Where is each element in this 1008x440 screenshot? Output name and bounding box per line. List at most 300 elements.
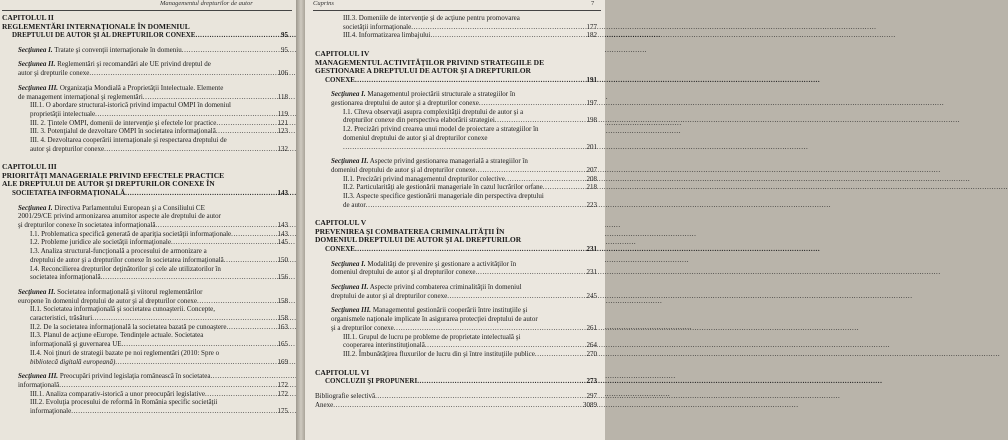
page-ref: 175 — [277, 407, 288, 416]
section-label: Secţiunea III. — [18, 83, 59, 92]
entry-text: I.2. Precizări privind crearea unui model de proiectare a strategiilor în — [343, 125, 539, 134]
toc-entry — [30, 323, 288, 332]
dot-leader — [224, 256, 277, 265]
toc-entry — [343, 31, 597, 40]
section-label: Secţiunea I. — [331, 90, 366, 99]
entry-title — [12, 31, 195, 40]
entry-text: II.2. Particularităţi ale gestionării manageriale în cazul lucrărilor orfane — [343, 183, 543, 192]
entry-title — [343, 23, 411, 32]
toc-entry-text — [343, 134, 597, 143]
entry-text: II.3. Planul de acţiune eEurope. Tendinţele actuale. Societatea — [30, 331, 204, 340]
entry-text: II.3. Aspecte specifice gestionării manageriale din perspectiva dreptului — [343, 192, 544, 201]
entry-text: I.1. Problematica specifică generată de apariţia societăţii informaţionale — [30, 229, 232, 238]
toc-entry — [343, 350, 597, 359]
chapter-heading: MANAGEMENTUL ACTIVITĂŢILOR PRIVIND STRATEGIILE DE — [315, 57, 545, 67]
toc-entry-text — [18, 212, 288, 221]
entry-text: Tratate şi convenţii internaţionale în domeniu — [52, 45, 182, 54]
toc-entry-text — [343, 125, 597, 134]
toc-entry-text — [331, 260, 597, 269]
entry-text: I.2. Probleme juridice ale societăţii informaţionale — [30, 238, 171, 247]
toc-entry-text — [18, 84, 288, 93]
dot-leader — [479, 99, 586, 108]
entry-text: Managementul proiectării structurale a strategiilor în — [365, 90, 516, 99]
entry-title — [331, 283, 522, 291]
toc-entry-text — [30, 136, 288, 145]
page-ref: 169 — [277, 357, 288, 366]
toc-entry-text — [18, 60, 288, 69]
entry-text: III.2. Îmbunătăţirea fluxurilor de lucru din şi între instituţiile publice — [343, 349, 535, 358]
entry-title — [18, 60, 211, 68]
entry-text: domeniul dreptului de autor şi al drepturilor conexe — [331, 268, 476, 277]
header-rule — [313, 10, 601, 11]
page-ref: 119 — [277, 109, 288, 118]
entry-title — [30, 119, 216, 128]
dot-leader — [122, 340, 277, 349]
entry-title — [315, 392, 375, 401]
entry-title — [18, 372, 210, 381]
entry-title — [30, 331, 203, 339]
toc-entry — [331, 324, 597, 333]
section-label: Secţiunea II. — [331, 283, 369, 292]
dot-leader — [197, 297, 276, 306]
page-ref: 177 — [586, 22, 597, 31]
entry-text: drepturilor conexe din perspectiva elaborării strategiei — [343, 116, 495, 125]
chapter-heading: PRIORITĂŢI MANAGERIALE PRIVIND EFECTELE PRACTICE — [2, 170, 225, 180]
page-ref: 143 — [277, 221, 288, 230]
entry-title — [30, 101, 231, 109]
entry-title — [30, 110, 95, 119]
page-ref: 264 — [586, 341, 597, 350]
toc-entry — [18, 93, 288, 102]
entry-text: Anexe — [315, 400, 334, 409]
dot-leader — [394, 324, 586, 333]
entry-text: II.2. De la societatea informaţională la societatea bazată pe cunoaştere — [30, 322, 227, 331]
entry-text: organismele naţionale implicate în asigurarea protecţiei dreptului de autor — [331, 315, 538, 324]
chapter-heading: DOMENIUL DREPTULUI DE AUTOR ŞI AL DREPTURILOR — [315, 235, 522, 245]
toc-entry-text — [30, 247, 288, 256]
page-ref: 231 — [586, 244, 597, 253]
toc-entry-text — [343, 108, 597, 117]
toc-entry — [18, 372, 288, 381]
toc-entry — [343, 201, 597, 210]
dot-leader — [343, 143, 586, 152]
toc-entry — [343, 183, 597, 192]
page-ref: 172 — [277, 389, 288, 398]
page-ref: 245 — [586, 291, 597, 300]
entry-text: Preocupări privind legislaţia românească în societatea — [58, 372, 211, 381]
entry-text: europene în domeniul dreptului de autor şi al drepturilor conexe — [18, 296, 198, 305]
entry-title — [30, 247, 207, 255]
toc-entry — [315, 401, 597, 410]
dot-leader — [171, 238, 277, 247]
entry-title — [343, 14, 520, 22]
dot-leader — [475, 166, 585, 175]
entry-text: domeniul dreptului de autor şi al drepturilor conexe — [331, 165, 476, 174]
page-ref: 95 — [281, 45, 288, 54]
entry-title — [343, 116, 495, 125]
dot-leader — [475, 268, 585, 277]
toc-entry-text — [18, 204, 288, 213]
entry-title — [30, 230, 231, 239]
entry-text: I.4. Reconcilierea drepturilor deţinătorilor şi cele ale utilizatorilor în — [30, 264, 221, 273]
page-ref: 145 — [277, 238, 288, 247]
toc-entry-text — [331, 315, 597, 324]
entry-title — [30, 127, 216, 136]
toc-entry-text — [30, 101, 288, 110]
toc-entry — [30, 273, 288, 282]
entry-title — [30, 305, 215, 313]
chapter-heading-line — [325, 245, 597, 254]
entry-title — [343, 31, 430, 40]
toc-entry — [30, 358, 288, 367]
entry-title — [343, 341, 425, 350]
dot-leader — [101, 273, 277, 282]
entry-title — [18, 381, 59, 390]
entry-title — [30, 273, 101, 282]
toc-entry-text — [331, 283, 597, 292]
chapter-heading: CAPITOLUL II — [2, 13, 54, 22]
page-ref: 143 — [277, 188, 288, 197]
toc-entry — [331, 268, 597, 277]
toc-entry — [30, 256, 288, 265]
dot-leader — [505, 175, 586, 184]
page-ref: 197 — [586, 99, 597, 108]
entry-title — [331, 306, 527, 314]
entry-title — [18, 212, 221, 220]
entry-text: III.1. Grupul de lucru pe probleme de proprietate intelectuală şi — [343, 332, 521, 341]
page-ref: 158 — [277, 296, 288, 305]
entry-title — [18, 93, 143, 102]
entry-text: I.1. Cîteva observaţii asupra complexităţii dreptului de autor şi a — [343, 107, 524, 116]
entry-title — [30, 390, 205, 399]
entry-title — [30, 398, 217, 406]
chapter-heading: CAPITOLUL V — [315, 218, 367, 228]
entry-text: III.3. Domeniile de intervenţie şi de acţiune pentru promovarea — [343, 14, 520, 22]
dot-leader — [216, 127, 277, 136]
page-ref: 121 — [277, 118, 288, 127]
dot-leader — [226, 323, 276, 332]
entry-title — [18, 84, 223, 92]
page-ref: 156 — [277, 273, 288, 282]
dot-leader — [155, 221, 276, 230]
entry-title — [315, 401, 333, 410]
dot-leader — [447, 292, 585, 301]
entry-text: III.1. O abordare structural-istorică privind impactul OMPI în domeniul — [30, 101, 232, 110]
section-label: Secţiunea I. — [331, 259, 366, 268]
toc-entry — [343, 23, 597, 32]
entry-text: Modalităţi de prevenire şi gestionare a activităţilor în — [365, 259, 517, 268]
entry-title — [30, 407, 71, 416]
book-gutter — [296, 0, 305, 440]
entry-text: de autor — [343, 200, 366, 209]
page-ref: 223 — [586, 200, 597, 209]
page-ref: 165 — [277, 340, 288, 349]
entry-title — [331, 99, 479, 108]
entry-text: gestionarea dreptului de autor şi a drepturilor conexe — [331, 99, 479, 108]
dot-leader — [182, 46, 280, 55]
entry-text: şi a drepturilor conexe — [331, 323, 394, 332]
section-label: Secţiunea II. — [18, 287, 56, 296]
entry-text: Societatea informaţională şi viitorul reglementărilor — [55, 287, 203, 296]
entry-title — [18, 204, 205, 212]
toc-entry-text — [30, 331, 288, 340]
dot-leader — [115, 358, 276, 367]
entry-title — [331, 268, 475, 277]
toc-entry-text — [331, 306, 597, 315]
entry-title — [331, 292, 447, 301]
toc-entry — [343, 143, 597, 152]
entry-title — [331, 260, 516, 268]
toc-entry — [30, 340, 288, 349]
toc-entry — [315, 392, 597, 401]
toc-entry — [331, 166, 597, 175]
entry-text: II.4. Noi ţinuri de strategii bazate pe noi reglementări (2010: Spre o — [30, 348, 220, 357]
entry-title — [343, 134, 487, 142]
page-ref: 261 — [586, 323, 597, 332]
toc-entry — [30, 127, 288, 136]
page-ref: 191 — [586, 75, 597, 84]
page-ref: 3089 — [583, 400, 597, 409]
entry-title — [18, 221, 155, 230]
entry-text: bibliotecă digitală europeană) — [30, 357, 116, 366]
entry-text: dreptului de autor şi al drepturilor conexe — [331, 291, 448, 300]
page-ref: 143 — [277, 229, 288, 238]
page-ref: 95 — [281, 31, 288, 39]
entry-text: DREPTULUI DE AUTOR ŞI AL DREPTURILOR CONEXE — [12, 31, 196, 39]
toc-entry — [30, 390, 288, 399]
page-ref: 297 — [586, 391, 597, 400]
entry-text: Directiva Parlamentului European şi a Consiliului CE — [52, 203, 205, 212]
toc-entry — [30, 145, 288, 154]
toc-entry-text — [30, 305, 288, 314]
section-label: Secţiunea II. — [18, 60, 56, 69]
dot-leader — [89, 69, 276, 78]
chapter-heading: PREVENIREA ŞI COMBATEREA CRIMINALITĂŢII ÎN — [315, 226, 505, 236]
running-header: Managementul drepturilor de autor — [160, 0, 253, 7]
chapter-heading-line — [12, 189, 288, 198]
entry-text: dreptului de autor şi a drepturilor conexe în societatea informaţională — [30, 255, 224, 264]
entry-title — [331, 166, 475, 175]
page-ref: 163 — [277, 322, 288, 331]
dot-leader — [231, 230, 276, 239]
entry-title — [343, 350, 535, 359]
chapter-heading-line — [325, 76, 597, 85]
entry-title — [30, 323, 226, 332]
toc-entry-text — [331, 90, 597, 99]
entry-text: autor şi drepturile conexe — [18, 69, 90, 78]
dot-leader — [375, 392, 585, 401]
dot-leader — [216, 119, 276, 128]
entry-text: CONEXE — [325, 244, 355, 253]
toc-entry — [30, 230, 288, 239]
chapter-heading-line — [12, 31, 288, 40]
toc-entry — [343, 175, 597, 184]
entry-title — [343, 201, 366, 210]
chapter-heading-line — [325, 377, 597, 386]
entry-text: autor şi drepturilor conexe — [30, 144, 105, 153]
entry-title — [18, 69, 89, 78]
entry-text: Reglementări şi recomandări ale UE privind dreptul de — [55, 60, 211, 69]
section-label: Secţiunea III. — [18, 372, 59, 381]
toc-entry — [331, 292, 597, 301]
chapter-heading: GESTIONARE A DREPTULUI DE AUTOR ŞI A DREPTURILOR — [315, 66, 531, 76]
toc-entry-text — [343, 192, 597, 201]
entry-text: CONCLUZII ŞI PROPUNERI — [325, 377, 418, 386]
page-ref — [287, 372, 288, 381]
dot-leader — [195, 31, 280, 40]
entry-title — [30, 238, 171, 247]
entry-text: 2001/29/CE privind armonizarea anumitor aspecte ale dreptului de autor — [18, 212, 221, 221]
entry-text: II.1. Precizări privind managementul drepturilor colective — [343, 174, 505, 183]
toc-list-left — [2, 14, 288, 416]
entry-text: de management internaţional şi reglementări — [18, 92, 143, 101]
entry-title — [343, 183, 543, 192]
left-page — [0, 0, 296, 440]
entry-title — [30, 340, 122, 349]
page-ref: 158 — [277, 314, 288, 323]
page-ref: 273 — [586, 377, 597, 386]
entry-title — [30, 358, 115, 367]
page-ref: 270 — [586, 349, 597, 358]
chapter-heading: CAPITOLUL IV — [315, 49, 370, 59]
entry-text: caracteristici, trăsături — [30, 314, 93, 323]
entry-text: II.1. Societatea informaţională şi societatea cunoaşterii. Concepte, — [30, 305, 216, 314]
chapter-heading: REGLEMENTĂRI INTERNAŢIONALE ÎN DOMENIUL — [2, 21, 190, 31]
entry-text: societăţii informaţionale — [343, 22, 412, 31]
page-ref: 231 — [586, 268, 597, 277]
section-label: Secţiunea I. — [18, 203, 53, 212]
entry-title — [30, 314, 92, 323]
entry-title — [331, 315, 538, 323]
section-label: Secţiunea I. — [18, 45, 53, 54]
toc-entry — [343, 341, 597, 350]
entry-title — [325, 76, 355, 85]
dot-leader — [333, 401, 582, 410]
chapter-heading: ALE DREPTULUI DE AUTOR ŞI DREPTURILOR CONEXE ÎN — [2, 179, 215, 189]
entry-text: III. 2. Ţintele OMPI, domenii de intervenţie şi efectele lor practice — [30, 118, 217, 127]
page-ref: 132 — [277, 144, 288, 153]
page-ref: 172 — [277, 381, 288, 389]
dot-leader — [71, 407, 276, 416]
entry-title — [30, 256, 224, 265]
toc-entry — [30, 238, 288, 247]
entry-title — [343, 125, 539, 133]
toc-entry — [30, 110, 288, 119]
entry-title — [331, 324, 394, 333]
entry-text: Aspecte privind gestionarea managerială a strategiilor în — [368, 157, 528, 166]
entry-title — [325, 245, 355, 254]
toc-entry-text — [18, 288, 288, 297]
entry-text: informaţională — [18, 381, 60, 389]
entry-text: şi drepturilor conexe în societatea informaţională — [18, 221, 156, 230]
page-ref: 123 — [277, 127, 288, 136]
page-ref: 207 — [586, 165, 597, 174]
right-page — [305, 0, 605, 440]
page-ref: 106 — [277, 69, 288, 78]
page-ref: 218 — [586, 183, 597, 192]
entry-text: informaţională şi guvernarea UE — [30, 340, 122, 349]
entry-title — [18, 297, 197, 306]
dot-leader — [92, 314, 276, 323]
entry-title — [331, 90, 515, 98]
entry-text: Aspecte privind combaterea criminalităţii în domeniul — [368, 283, 522, 292]
toc-entry — [18, 381, 288, 390]
dot-leader — [205, 390, 277, 399]
toc-entry-text — [343, 333, 597, 342]
dot-leader — [125, 189, 276, 198]
entry-title — [12, 189, 125, 198]
entry-title — [325, 377, 417, 386]
entry-title — [343, 175, 505, 184]
chapter-heading: CAPITOLUL III — [2, 162, 57, 172]
entry-title — [343, 192, 544, 200]
page-ref: 150 — [277, 255, 288, 264]
entry-title — [343, 333, 520, 341]
page-ref: 118 — [277, 92, 288, 101]
toc-entry-text — [30, 349, 288, 358]
dot-leader — [59, 381, 276, 390]
entry-text: domeniul dreptului de autor şi al drepturilor conexe — [343, 133, 488, 142]
entry-text: informaţionale — [30, 407, 72, 416]
toc-entry — [30, 314, 288, 323]
dot-leader — [355, 76, 586, 85]
entry-title — [30, 265, 221, 273]
toc-entry-text — [343, 14, 597, 23]
toc-list-right — [315, 14, 597, 409]
toc-entry-text — [30, 265, 288, 274]
dot-leader — [543, 183, 586, 192]
toc-entry — [30, 119, 288, 128]
entry-title — [18, 288, 203, 296]
entry-text: societatea informaţională — [30, 273, 101, 282]
entry-text: III.1. Analiza comparativ-istorică a unor preocupări legislative — [30, 389, 205, 398]
dot-leader — [425, 341, 586, 350]
entry-text: III. 4. Dezvoltarea cooperării internaţionale şi respectarea dreptului de — [30, 136, 227, 145]
entry-title — [343, 108, 523, 116]
entry-text: Managementul gestionării cooperării între instituţiile şi — [371, 306, 528, 315]
entry-text: CONEXE — [325, 75, 355, 84]
entry-title — [30, 145, 104, 154]
toc-entry — [18, 69, 288, 78]
toc-entry — [331, 99, 597, 108]
entry-text: III.4. Informatizarea limbajului — [343, 31, 431, 40]
entry-title — [30, 136, 227, 144]
header-rule — [2, 10, 292, 11]
entry-text: III. 3. Potenţialul de dezvoltare OMPI în societatea informaţională — [30, 127, 216, 136]
entry-text: Organizaţia Mondială a Proprietăţii Intelectuale. Elemente — [58, 83, 224, 92]
page-ref: 208 — [586, 174, 597, 183]
toc-entry — [18, 46, 288, 55]
entry-title — [30, 349, 219, 357]
toc-entry-text — [331, 157, 597, 166]
entry-text: SOCIETATEA INFORMAŢIONALĂ — [12, 188, 126, 197]
toc-entry — [18, 221, 288, 230]
section-label: Secţiunea III. — [331, 306, 372, 315]
entry-text: III.2. Evoluţia procesului de reformă în România specific societăţii — [30, 398, 218, 407]
page-ref: 198 — [586, 116, 597, 125]
entry-title — [18, 46, 182, 55]
page-number: 7 — [591, 0, 595, 7]
dot-leader — [95, 110, 277, 119]
dot-leader — [210, 372, 287, 381]
toc-entry — [30, 407, 288, 416]
dot-leader — [411, 23, 585, 32]
dot-leader — [535, 350, 586, 359]
dot-leader — [495, 116, 586, 125]
running-header: Cuprins — [313, 0, 334, 7]
entry-text: I.3. Analiza structural-funcţională a procesului de armonizare a — [30, 247, 207, 256]
toc-entry — [18, 297, 288, 306]
